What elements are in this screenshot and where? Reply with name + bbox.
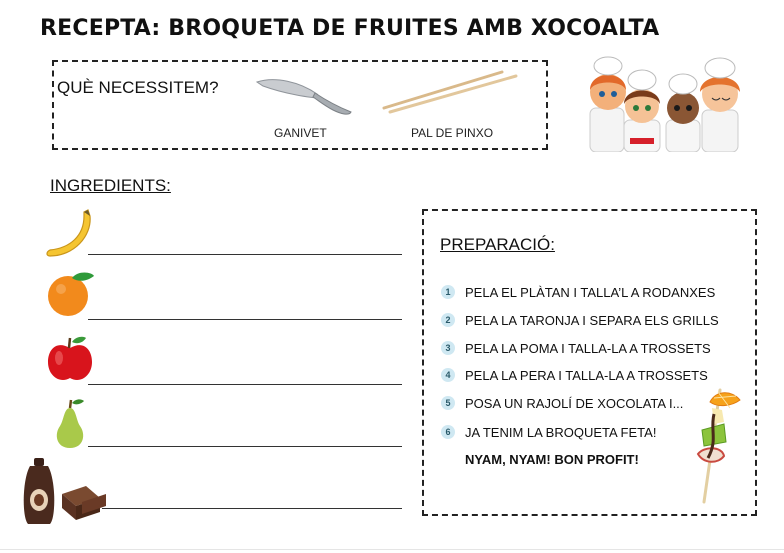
ingredient-line-5	[102, 508, 402, 509]
pear-icon	[50, 398, 90, 450]
ingredient-line-1	[88, 254, 402, 255]
step-text: POSA UN RAJOLÍ DE XOCOLATA I...	[465, 395, 684, 411]
ingredient-line-2	[88, 319, 402, 320]
tool-label-knife: GANIVET	[274, 126, 327, 140]
tool-label-skewer: PAL DE PINXO	[411, 126, 494, 140]
bottom-rule	[0, 549, 784, 550]
step-4	[441, 365, 708, 385]
step-number-badge: 5	[441, 396, 455, 410]
step-text: JA TENIM LA BROQUETA FETA!	[465, 424, 657, 440]
page-title: RECEPTA: BROQUETA DE FRUITES AMB XOCOALTA	[40, 16, 660, 41]
skewer-stick-icon	[380, 66, 520, 116]
ingredients-heading: INGREDIENTS:	[50, 176, 171, 195]
step-1	[441, 282, 715, 302]
orange-icon	[46, 270, 96, 318]
step-number-badge: 1	[441, 285, 455, 299]
step-number-badge: 2	[441, 313, 455, 327]
ingredient-line-4	[88, 446, 402, 447]
chocolate-icon	[22, 458, 108, 526]
banana-icon	[44, 208, 94, 260]
step-text: PELA EL PLÀTAN I TALLA’L A RODANXES	[465, 284, 716, 300]
step-2	[441, 310, 719, 330]
tools-question: QUÈ NECESSITEM?	[57, 78, 219, 97]
step-6	[441, 422, 656, 442]
step-number-badge: 6	[441, 425, 455, 439]
step-5	[441, 393, 683, 413]
preparation-heading: PREPARACIÓ:	[440, 235, 555, 254]
closing-text: NYAM, NYAM! BON PROFIT!	[465, 452, 639, 467]
step-text: PELA LA POMA I TALLA-LA A TROSSETS	[465, 340, 711, 356]
apple-icon	[46, 334, 94, 384]
step-number-badge: 3	[441, 341, 455, 355]
step-text: PELA LA PERA I TALLA-LA A TROSSETS	[465, 367, 708, 383]
step-number-badge: 4	[441, 368, 455, 382]
knife-icon	[255, 74, 355, 118]
chef-kids-illustration	[584, 50, 746, 152]
ingredient-line-3	[88, 384, 402, 385]
fruit-skewer-icon	[688, 384, 744, 506]
step-text: PELA LA TARONJA I SEPARA ELS GRILLS	[465, 312, 719, 328]
step-3	[441, 338, 711, 358]
